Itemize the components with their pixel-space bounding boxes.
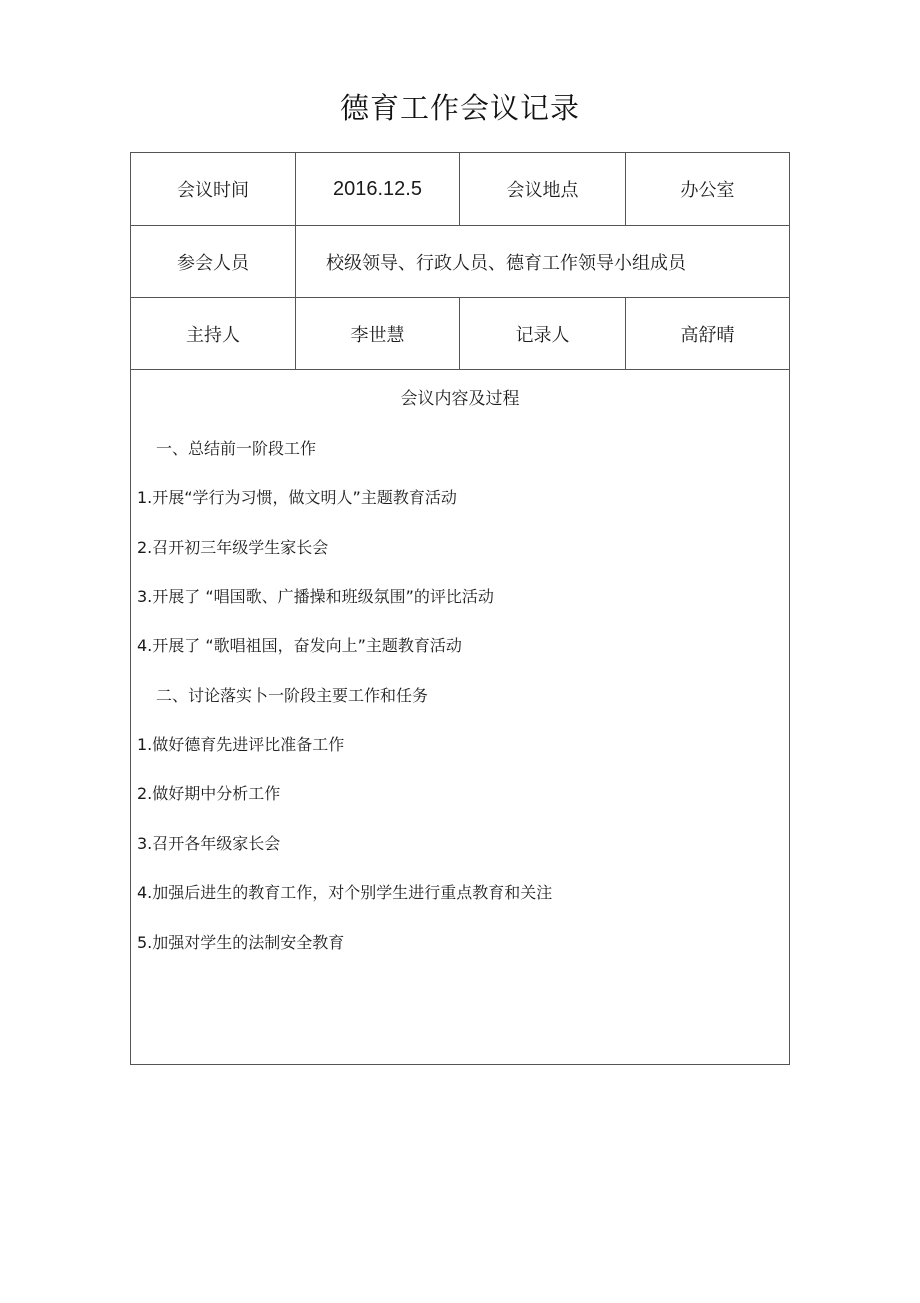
recorder-value: 高舒晴 (680, 324, 735, 346)
table-row-host-recorder (131, 298, 789, 370)
attendees-value: 校级领导、行政人员、德育工作领导小组成员 (326, 252, 686, 274)
meeting-place-label: 会议地点 (460, 153, 626, 225)
attendees-label: 参会人员 (131, 226, 296, 297)
list-item: 1.开展“学行为习惯，做文明人”主题教育活动 (137, 488, 457, 507)
table-row-attendees (131, 226, 789, 298)
meeting-content (131, 370, 789, 1064)
list-item: 2.做好期中分析工作 (137, 784, 281, 803)
section-title-summary: 一、总结前一阶段工作 (156, 439, 317, 458)
meeting-time-value: 2016.12.5 (296, 153, 460, 225)
recorder-label: 记录人 (460, 298, 626, 369)
content-heading: 会议内容及过程 (400, 389, 520, 409)
list-item: 3.开展了 “唱国歌、广播操和班级氛围”的评比活动 (137, 587, 494, 606)
list-item: 2.召开初三年级学生家长会 (137, 538, 329, 557)
host-label: 主持人 (131, 298, 296, 369)
page-title: 德育工作会议记录 (339, 91, 580, 125)
section-title-plan: 二、讨论落实卜一阶段主要工作和任务 (156, 686, 429, 705)
list-item: 3.召开各年级家长会 (137, 834, 281, 853)
host-value: 李世慧 (296, 298, 460, 369)
meeting-time-label: 会议时间 (131, 153, 296, 225)
list-item: 4.开展了 “歌唱祖国，奋发向上”主题教育活动 (137, 636, 462, 655)
list-item: 4.加强后进生的教育工作，对个别学生进行重点教育和关注 (137, 883, 553, 902)
table-row-time-place (131, 153, 789, 226)
meeting-place-value: 办公室 (680, 180, 735, 201)
meeting-record-table (130, 152, 790, 1065)
list-item: 5.加强对学生的法制安全教育 (137, 933, 345, 952)
list-item: 1.做好德育先进评比准备工作 (137, 735, 345, 754)
